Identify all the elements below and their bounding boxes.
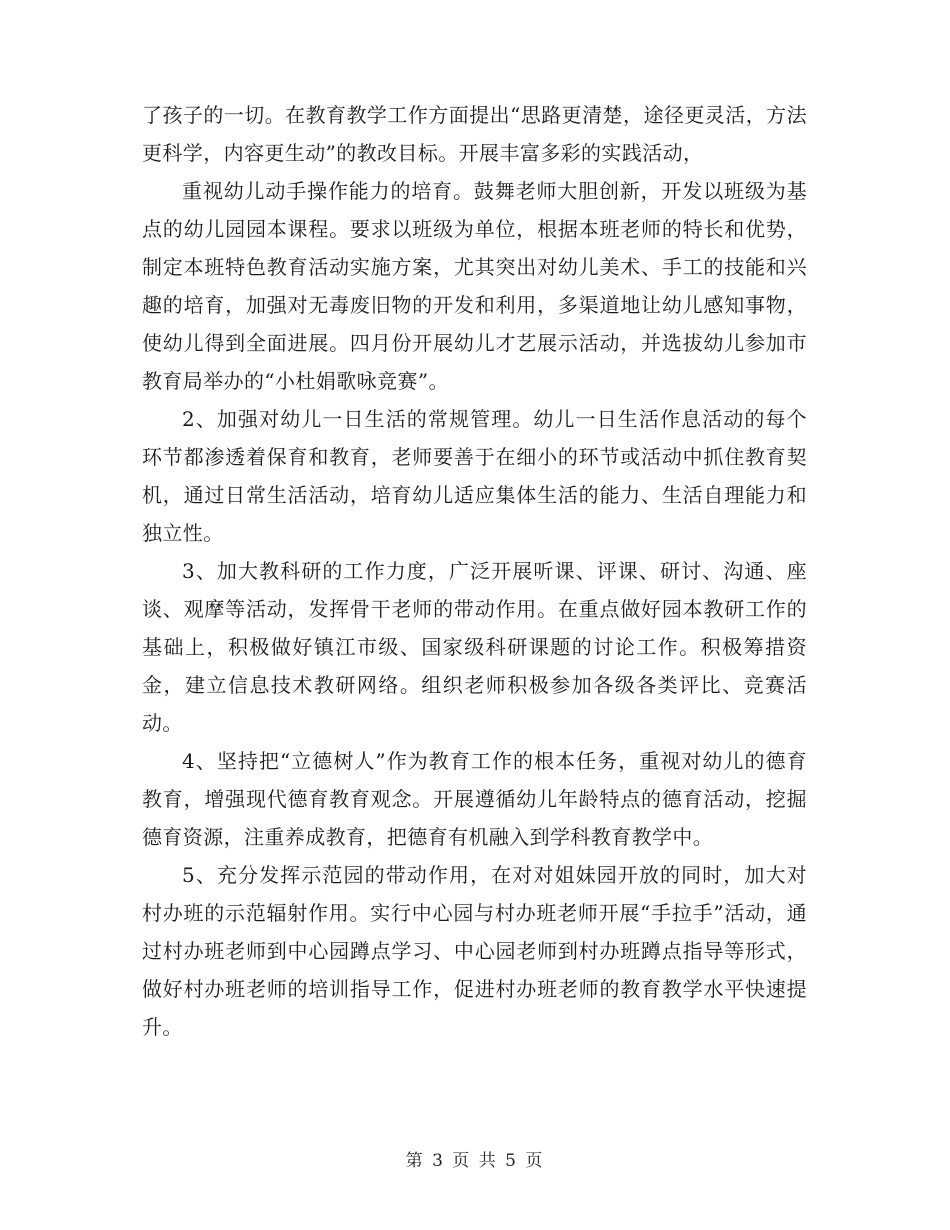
paragraph-continuation: 了孩子的一切。在教育教学工作方面提出“思路更清楚，途径更灵活，方法更科学，内容更生动”的教改目标。开展丰富多彩的实践活动， (142, 103, 807, 165)
paragraph-demonstration-role: 5、充分发挥示范园的带动作用，在对对姐妹园开放的同时，加大对村办班的示范辐射作用。实行中心园与村办班老师开展“手拉手”活动，通过村办班老师到中心园蹲点学习、中心园老师到村办班蹲点指导等形式，做好村办班老师的培训指导工作，促进村办班老师的教育教学水平快速提升。 (142, 863, 807, 1039)
page-number-footer: 第 3 页 共 5 页 (405, 1151, 545, 1171)
document-body (142, 96, 807, 1046)
paragraph-hands-on-ability: 重视幼儿动手操作能力的培育。鼓舞老师大胆创新，开发以班级为基点的幼儿园园本课程。要求以班级为单位，根据本班老师的特长和优势，制定本班特色教育活动实施方案，尤其突出对幼儿美术、手工的技能和兴趣的培育，加强对无毒废旧物的开发和利用，多渠道地让幼儿感知事物，使幼儿得到全面进展。四月份开展幼儿才艺展示活动，并选拔幼儿参加市教育局举办的“小杜娟歌咏竞赛”。 (142, 179, 807, 393)
paragraph-moral-education: 4、坚持把“立德树人”作为教育工作的根本任务，重视对幼儿的德育教育，增强现代德育教育观念。开展遵循幼儿年龄特点的德育活动，挖掘德育资源，注重养成教育，把德育有机融入到学科教育教学中。 (142, 749, 807, 849)
paragraph-teaching-research: 3、加大教科研的工作力度，广泛开展听课、评课、研讨、沟通、座谈、观摩等活动，发挥骨干老师的带动作用。在重点做好园本教研工作的基础上，积极做好镇江市级、国家级科研课题的讨论工作。积极筹措资金，建立信息技术教研网络。组织老师积极参加各级各类评比、竞赛活动。 (142, 559, 807, 735)
paragraph-daily-routine: 2、加强对幼儿一日生活的常规管理。幼儿一日生活作息活动的每个环节都渗透着保育和教育，老师要善于在细小的环节或活动中抓住教育契机，通过日常生活活动，培育幼儿适应集体生活的能力、生活自理能力和独立性。 (142, 407, 807, 545)
